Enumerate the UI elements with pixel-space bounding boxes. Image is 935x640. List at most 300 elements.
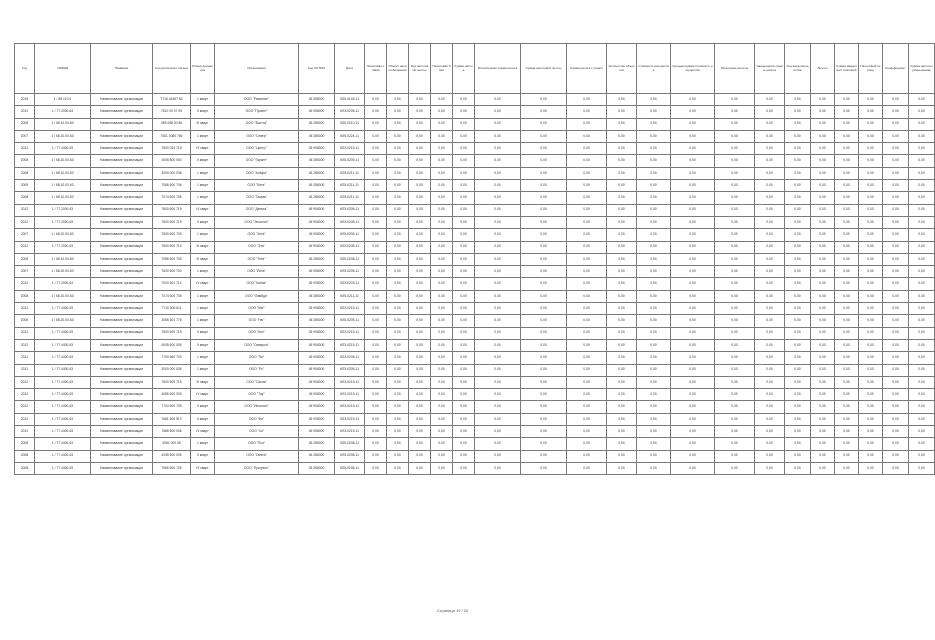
table-cell: 0,00 [365,438,387,450]
table-cell: 7600 600 700 [153,266,191,278]
table-cell: 0,00 [475,426,521,438]
table-cell: 0,00 [883,180,909,192]
table-cell: 0,00 [475,118,521,130]
table-cell: IV кварт [191,143,215,155]
table-cell: 0,00 [785,229,811,241]
table-cell: 0,00 [453,118,475,130]
table-cell: 0,00 [785,241,811,253]
table-cell: 0,00 [755,389,785,401]
table-cell: 0,00 [521,389,567,401]
table-cell: 0,00 [607,389,637,401]
table-cell: 45 908000 [299,376,335,388]
table-cell: КЛ3-0219-11 [335,339,365,351]
column-header: Сумма налога к уменьшению [909,44,935,94]
table-cell: 0,00 [365,106,387,118]
table-cell: Наименование организации [91,438,153,450]
table-cell: 0,00 [607,303,637,315]
table-cell: 0,00 [755,167,785,179]
table-cell: 7610 20 07 09 [153,106,191,118]
table-cell: 0,00 [567,278,607,290]
table-cell: 1 кварт [191,352,215,364]
table-cell: 0,00 [521,118,567,130]
table-cell: 0,00 [755,376,785,388]
table-cell: 0,00 [521,143,567,155]
table-cell: 0,00 [365,401,387,413]
table-row [15,229,935,241]
table-cell: 45 908000 [299,352,335,364]
table-cell: КЛ3-0205-11 [335,106,365,118]
table-cell: Наименование организации [91,450,153,462]
table-cell: 2011 [15,352,35,364]
table-cell: 0,00 [607,278,637,290]
table-cell: 0,00 [811,290,835,302]
table-cell: 0,00 [883,118,909,130]
table-cell: 0,00 [431,352,453,364]
table-cell: 2008 [15,438,35,450]
table-cell: 0,00 [521,155,567,167]
column-header: Среднегодовая стоимость имущества [671,44,715,94]
table-cell: 7600 600 719 [153,216,191,228]
table-cell: 0,00 [671,401,715,413]
table-cell: 0,00 [637,413,671,425]
table-cell: 0,00 [365,413,387,425]
table-cell: 0,00 [409,94,431,106]
table-cell: 1 / 68.20.00-63 [35,229,91,241]
table-row [15,303,935,315]
table-cell: 0,00 [409,216,431,228]
table-cell: IV кварт [191,278,215,290]
table-cell: 0,00 [387,303,409,315]
table-cell: 0,00 [811,155,835,167]
table-cell: Наименование организации [91,155,153,167]
table-cell: 0,00 [521,290,567,302]
table-cell: 085 088 00 86 [153,118,191,130]
table-cell: 0,00 [431,143,453,155]
table-cell: 0,00 [859,327,883,339]
table-cell: 0,00 [431,303,453,315]
table-cell: 45 908000 [299,364,335,376]
table-cell: 0,00 [453,180,475,192]
table-row [15,253,935,265]
table-cell: 0,00 [637,143,671,155]
table-cell: 2008 [15,290,35,302]
table-cell: 0,00 [409,339,431,351]
table-cell: 0,00 [883,204,909,216]
table-cell: 0,00 [475,413,521,425]
table-cell: 1 / 68.10.00-63 [35,180,91,192]
table-cell: 0,00 [409,389,431,401]
table-cell: 45 286000 [299,253,335,265]
table-cell: 0,00 [475,450,521,462]
table-cell: 0,00 [859,106,883,118]
table-cell: ООО "Зета" [215,229,299,241]
table-cell: 1 кварт [191,303,215,315]
table-row [15,352,935,364]
table-cell: Наименование организации [91,167,153,179]
table-cell: КЛ5-0145-11 [335,94,365,106]
table-cell: 2008 [15,155,35,167]
table-cell: 0,00 [365,94,387,106]
table-cell: 0,00 [409,413,431,425]
table-cell: IV кварт [191,426,215,438]
table-cell: 0,00 [453,413,475,425]
table-row [15,167,935,179]
table-cell: 0,00 [387,438,409,450]
table-cell: 0,00 [521,438,567,450]
table-cell: II кварт [191,401,215,413]
table-cell: 0,00 [409,204,431,216]
column-header: Налоговая ставка [365,44,387,94]
table-row [15,327,935,339]
table-cell: 0,00 [883,376,909,388]
table-cell: ООО "Развитие" [215,94,299,106]
table-cell: ООО "Альфа" [215,167,299,179]
table-cell: 2012 [15,339,35,351]
table-cell: 0,00 [637,229,671,241]
table-cell: ООО "Лямбда" [215,290,299,302]
table-cell: 0,00 [567,426,607,438]
table-cell: ООО "Эта" [215,241,299,253]
table-cell: 45 286000 [299,155,335,167]
table-cell: 0,00 [475,401,521,413]
table-cell: 1 / 77.4400-63 [35,426,91,438]
table-cell: 0,00 [521,241,567,253]
table-cell: 0,00 [409,450,431,462]
table-cell: КЛ3-0208-11 [335,241,365,253]
table-cell: 0,00 [859,339,883,351]
table-cell: 0,00 [785,364,811,376]
table-cell: 0,00 [365,130,387,142]
table-cell: III кварт [191,376,215,388]
table-cell: 0,00 [715,413,755,425]
table-cell: Наименование организации [91,339,153,351]
table-cell: ООО "Гамма" [215,192,299,204]
table-cell: 0,00 [521,192,567,204]
table-cell: 0,00 [785,315,811,327]
table-cell: 0,00 [431,94,453,106]
column-header: Название [91,44,153,94]
table-cell: 0,00 [715,278,755,290]
table-cell: 0,00 [859,462,883,474]
table-cell: 0,00 [785,143,811,155]
table-cell: 0,00 [755,352,785,364]
table-cell: 0,00 [475,167,521,179]
table-cell: 0,00 [453,216,475,228]
table-cell: IV кварт [191,462,215,474]
table-cell: 1 кварт [191,290,215,302]
table-cell: 0,00 [387,216,409,228]
table-cell: 0,00 [637,180,671,192]
table-cell: 2009 [15,180,35,192]
table-cell: Наименование организации [91,229,153,241]
table-cell: 0,00 [567,413,607,425]
table-cell: 0,00 [835,155,859,167]
table-cell: 0,00 [811,130,835,142]
table-cell: 0,00 [811,327,835,339]
table-cell: 1 кварт [191,130,215,142]
table-cell: 0,00 [715,450,755,462]
table-cell: Наименование организации [91,192,153,204]
table-cell: 0,00 [811,426,835,438]
table-cell: 0,00 [637,94,671,106]
table-cell: 0,00 [859,450,883,462]
table-cell: Наименование организации [91,389,153,401]
table-cell: 0,00 [431,376,453,388]
table-cell: ООО "Эпсилон" [215,216,299,228]
table-cell: 1 / 77.4400-63 [35,327,91,339]
table-cell: 0,00 [453,315,475,327]
table-cell: 7681 600 910 [153,413,191,425]
table-cell: 0,00 [365,253,387,265]
table-cell: 0,00 [453,192,475,204]
table-cell: Наименование организации [91,462,153,474]
table-cell: 0,00 [715,229,755,241]
table-cell: 0,00 [431,290,453,302]
table-cell: 0,00 [637,364,671,376]
table-cell: 0,00 [453,450,475,462]
table-cell: 7716 44467 63 [153,94,191,106]
table-cell: 0,00 [835,94,859,106]
table-cell: 0,00 [755,278,785,290]
table-cell: 2012 [15,413,35,425]
table-cell: 0,00 [811,364,835,376]
table-cell: 0,00 [637,462,671,474]
table-cell: 0,00 [835,118,859,130]
table-cell: КЛ5-0205-11 [335,315,365,327]
table-cell: 0,00 [755,229,785,241]
table-cell: 0,00 [671,278,715,290]
table-cell: 0,00 [859,143,883,155]
table-cell: 0,00 [431,462,453,474]
table-cell: 0,00 [785,376,811,388]
table-cell: 7066 600 705 [153,462,191,474]
table-cell: 45 358000 [299,94,335,106]
table-cell: 45 908000 [299,278,335,290]
table-cell: 1 / 77.4400-63 [35,462,91,474]
table-cell: 0,00 [715,290,755,302]
table-cell: 0,00 [521,339,567,351]
table-cell: 0,00 [909,266,935,278]
table-cell: ООО "Бета" [215,180,299,192]
table-cell: 0,00 [909,413,935,425]
table-cell: 0,00 [715,143,755,155]
table-cell: 0,00 [387,253,409,265]
table-cell: КЛ5-0211-11 [335,180,365,192]
table-cell: КЛ3-0219-11 [335,143,365,155]
table-cell: 0,00 [453,130,475,142]
table-cell: 0,00 [637,339,671,351]
table-cell: ООО "Центр" [215,143,299,155]
table-cell: 0,00 [521,462,567,474]
table-cell: КЛ3-0219-11 [335,389,365,401]
table-cell: 0,00 [607,167,637,179]
table-cell: 0,00 [671,253,715,265]
table-cell: II кварт [191,106,215,118]
table-cell: 0,00 [387,315,409,327]
table-cell: 0,00 [835,426,859,438]
table-cell: 0,00 [387,180,409,192]
table-cell: 0,00 [475,389,521,401]
table-cell: 0,00 [909,130,935,142]
table-cell: 0,00 [883,253,909,265]
table-cell: 45 908000 [299,229,335,241]
table-cell: 0,00 [883,426,909,438]
table-cell: 0,00 [521,106,567,118]
table-row [15,204,935,216]
table-cell: 0,00 [909,143,935,155]
table-cell: 45 908000 [299,426,335,438]
table-cell: 0,00 [755,180,785,192]
table-cell: 0,00 [715,352,755,364]
table-cell: 0,00 [811,266,835,278]
table-cell: 0,00 [835,106,859,118]
table-cell: 45 286000 [299,438,335,450]
table-cell: 0,00 [521,315,567,327]
table-cell: 0,00 [409,426,431,438]
table-cell: 0,00 [671,413,715,425]
table-cell: 0,00 [909,303,935,315]
table-cell: 0,00 [387,143,409,155]
table-cell: 0,00 [715,364,755,376]
table-cell: 0,00 [811,106,835,118]
table-cell: 7086 600 705 [153,253,191,265]
table-cell: 0,00 [637,401,671,413]
table-cell: 45 286000 [299,130,335,142]
table-cell: 0,00 [909,94,935,106]
table-cell: 0,00 [387,339,409,351]
table-cell: 0,00 [785,106,811,118]
table-cell: 0,00 [671,204,715,216]
table-cell: КЛ5-0211-11 [335,167,365,179]
table-cell: 0,00 [365,143,387,155]
column-header: Код налоговой льготы [409,44,431,94]
table-cell: 0,00 [671,389,715,401]
table-row [15,143,935,155]
table-cell: 0,00 [637,216,671,228]
table-cell: 0,00 [409,290,431,302]
table-cell: 0,00 [909,450,935,462]
table-cell: 0,00 [607,155,637,167]
table-cell: 0,00 [453,462,475,474]
column-header: Код ОКТМО [299,44,335,94]
table-cell: Наименование организации [91,118,153,130]
table-cell: 0,00 [715,253,755,265]
table-cell: 45 908000 [299,413,335,425]
table-cell: 0,00 [859,278,883,290]
table-cell: 0,00 [755,438,785,450]
table-cell: III кварт [191,241,215,253]
table-cell: 0,00 [431,450,453,462]
table-cell: ООО "Ро" [215,364,299,376]
table-cell: 1 / 68.20.00-63 [35,266,91,278]
table-cell: 0,00 [567,229,607,241]
table-cell: 0,00 [715,167,755,179]
table-row [15,180,935,192]
table-cell: 2007 [15,266,35,278]
table-cell: 0,00 [785,130,811,142]
table-cell: 0,00 [567,462,607,474]
table-cell: 0,00 [883,401,909,413]
table-cell: Наименование организации [91,94,153,106]
table-cell: 0,00 [453,352,475,364]
table-cell: 0,00 [755,303,785,315]
table-cell: 0,00 [453,155,475,167]
table-cell: 1 / 77.2000-63 [35,278,91,290]
table-row [15,216,935,228]
table-cell: 0,00 [909,278,935,290]
table-cell: 45 908000 [299,266,335,278]
table-cell: 0,00 [453,106,475,118]
table-cell: 0,00 [859,94,883,106]
table-cell: 0,00 [671,192,715,204]
table-cell: 2012 [15,303,35,315]
table-cell: 2012 [15,376,35,388]
table-cell: 0,00 [835,204,859,216]
table-row [15,94,935,106]
table-cell: 0,00 [409,303,431,315]
table-cell: 0,00 [567,192,607,204]
table-cell: 0,00 [521,426,567,438]
table-cell: 0,00 [475,180,521,192]
table-cell: 0,00 [909,401,935,413]
table-cell: 1 кварт [191,94,215,106]
table-cell: 0,00 [785,253,811,265]
table-cell: 0,00 [567,155,607,167]
table-cell: 0,00 [835,278,859,290]
table-cell: 0,00 [859,216,883,228]
table-cell: 0,00 [387,278,409,290]
table-cell: 0,00 [637,192,671,204]
table-cell: ООО "Пи" [215,352,299,364]
table-cell: 0,00 [607,376,637,388]
table-cell: 0,00 [811,352,835,364]
table-cell: 0,00 [453,290,475,302]
table-cell: 0,00 [811,143,835,155]
table-cell: 0,00 [607,216,637,228]
table-cell: 1 / 77.2000-63 [35,216,91,228]
column-header: Количество объектов [607,44,637,94]
table-cell: 0,00 [365,450,387,462]
table-cell: 0,00 [521,180,567,192]
table-cell: 45 908000 [299,216,335,228]
table-cell: 0,00 [883,315,909,327]
table-cell: 45 908000 [299,327,335,339]
table-cell: 0,00 [637,266,671,278]
table-cell: Наименование организации [91,364,153,376]
table-cell: 2012 [15,426,35,438]
table-cell: 0,00 [785,266,811,278]
table-cell: 7086 600 706 [153,180,191,192]
table-cell: КЛ5-0210-11 [335,118,365,130]
table-cell: 0,00 [715,130,755,142]
table-cell: 0,00 [883,327,909,339]
table-cell: 0,00 [431,180,453,192]
table-cell: КЛ5-0224-11 [335,130,365,142]
table-cell: 0,00 [365,118,387,130]
table-cell: 1 / 68.10.01 [35,94,91,106]
table-cell: КЛ5-0208-11 [335,253,365,265]
table-cell: ООО "Кси" [215,327,299,339]
table-cell: ООО "Хи" [215,426,299,438]
table-cell: 0,00 [785,327,811,339]
table-cell: 0,00 [387,94,409,106]
table-cell: 2008 [15,462,35,474]
table-cell: 0,00 [909,438,935,450]
table-cell: 0,00 [607,130,637,142]
table-cell: 7600 033 718 [153,143,191,155]
table-cell: 0,00 [859,413,883,425]
table-cell: 0,00 [607,413,637,425]
